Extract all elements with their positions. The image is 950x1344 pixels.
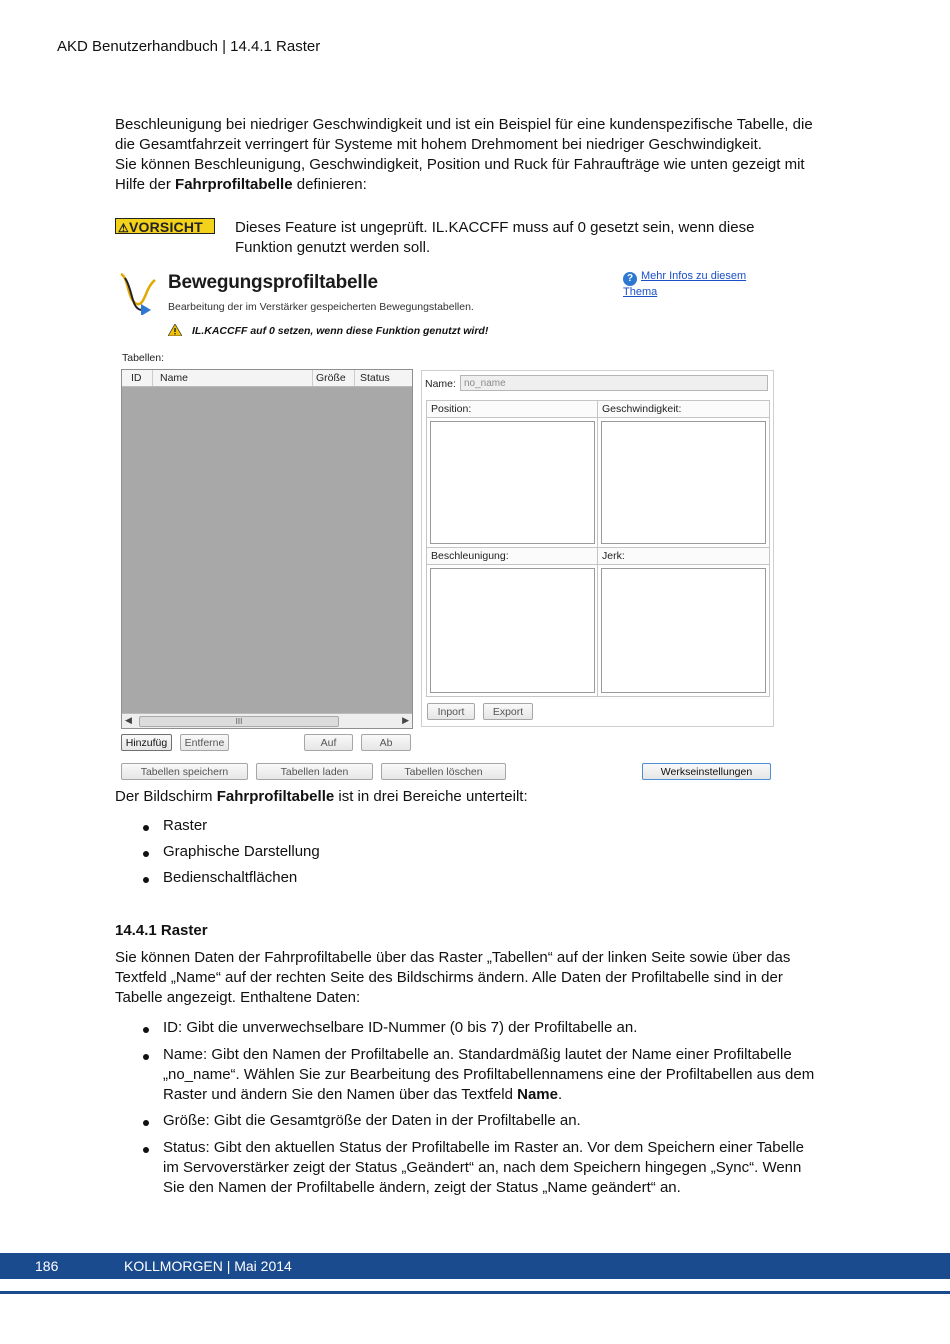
text-run: definieren:: [292, 176, 367, 193]
jerk-graph: [597, 547, 770, 697]
column-header-id[interactable]: ID: [131, 372, 142, 384]
footer-rule: [0, 1291, 950, 1294]
name-label: Name:: [425, 378, 456, 390]
bullet-icon: [143, 1027, 149, 1033]
screen-subtitle: Bearbeitung der im Verstärker gespeicherten Bewegungstabellen.: [168, 301, 474, 313]
factory-defaults-button[interactable]: Werkseinstellungen: [642, 763, 771, 780]
screen-title: Bewegungsprofiltabelle: [168, 272, 378, 293]
intro-line: die Gesamtfahrzeit verringert für Systeme mit hohem Drehmoment bei niedriger Geschwindigkeit.: [115, 136, 762, 153]
text-run: Raster und ändern Sie den Namen über das Textfeld: [163, 1086, 518, 1103]
list-item-name: [163, 1045, 833, 1105]
bullet-icon: [143, 1120, 149, 1126]
caution-text: [235, 218, 825, 258]
graph-label: Jerk:: [598, 548, 769, 565]
list-line: [163, 1085, 833, 1105]
caution-badge: [115, 218, 215, 234]
paragraph-line: Textfeld „Name“ auf der rechten Seite des Bildschirms ändern. Alle Daten der Profiltabelle sind in der: [115, 969, 783, 986]
section-heading: 14.4.1 Raster: [115, 922, 208, 939]
list-item-status: [163, 1138, 833, 1198]
add-button[interactable]: Hinzufüg: [121, 734, 172, 751]
bullet-icon: [143, 851, 149, 857]
paragraph-line: Sie können Daten der Fahrprofiltabelle über das Raster „Tabellen“ auf der linken Seite sowie über das: [115, 949, 791, 966]
bullet-icon: [143, 825, 149, 831]
footer-bar: [0, 1253, 950, 1279]
paragraph-line: Tabelle angezeigt. Enthaltene Daten:: [115, 989, 361, 1006]
screen-warning: [168, 324, 488, 337]
remove-button[interactable]: Entferne: [180, 734, 229, 751]
warning-triangle-icon: [168, 324, 182, 336]
screen-warning-text: IL.KACCFF auf 0 setzen, wenn diese Funktion genutzt wird!: [192, 325, 489, 337]
graph-label: Position:: [427, 401, 598, 418]
intro-paragraph: [115, 115, 845, 195]
scroll-left-icon[interactable]: ◀: [125, 715, 132, 725]
delete-tables-button[interactable]: Tabellen löschen: [381, 763, 506, 780]
grid-header: [122, 370, 412, 387]
footer-text: KOLLMORGEN | Mai 2014: [124, 1258, 292, 1274]
velocity-graph: [597, 400, 770, 548]
text-run: Der Bildschirm: [115, 788, 217, 805]
help-link[interactable]: [623, 270, 780, 298]
text-run: ist in drei Bereiche unterteilt:: [334, 788, 528, 805]
graph-label: Geschwindigkeit:: [598, 401, 769, 418]
section-paragraph: [115, 948, 835, 1008]
list-line: im Servoverstärker zeigt der Status „Geändert“ an, nach dem Speichern hingegen „Sync“. Wenn: [163, 1159, 802, 1176]
column-header-name[interactable]: Name: [160, 372, 189, 384]
term-name: Name: [517, 1086, 558, 1103]
list-line: Sie den Namen der Profiltabelle ändern, zeigt der Status „Name geändert“ an.: [163, 1179, 681, 1196]
graph-plot-area: [430, 421, 595, 544]
graph-plot-area: [601, 568, 766, 693]
screen-description: [115, 787, 528, 807]
name-input[interactable]: no_name: [460, 375, 768, 391]
position-graph: [426, 400, 599, 548]
caution-label: VORSICHT: [128, 219, 203, 235]
down-button[interactable]: Ab: [361, 734, 411, 751]
horizontal-scrollbar[interactable]: [122, 713, 412, 728]
term-fahrprofiltabelle: Fahrprofiltabelle: [216, 788, 335, 805]
tables-grid[interactable]: [121, 369, 413, 729]
load-tables-button[interactable]: Tabellen laden: [256, 763, 373, 780]
list-line: Status: Gibt den aktuellen Status der Profiltabelle im Raster an. Vor dem Speichern einer Tabelle: [163, 1139, 804, 1156]
help-icon: ?: [623, 272, 637, 286]
acceleration-graph: [426, 547, 599, 697]
term-fahrprofiltabelle: Fahrprofiltabelle: [175, 176, 293, 193]
column-header-size[interactable]: Größe: [316, 372, 346, 384]
caution-line: Dieses Feature ist ungeprüft. IL.KACCFF muss auf 0 gesetzt sein, wenn diese: [235, 219, 755, 236]
warning-triangle-icon: ⚠: [118, 221, 129, 235]
profile-curve-logo-icon: [115, 270, 160, 315]
graph-label: Beschleunigung:: [427, 548, 598, 565]
list-item: Graphische Darstellung: [163, 843, 320, 860]
page-number: 186: [35, 1258, 59, 1274]
list-line: Name: Gibt den Namen der Profiltabelle an. Standardmäßig lautet der Name einer Profiltabelle: [163, 1046, 792, 1063]
graph-plot-area: [601, 421, 766, 544]
list-item: Raster: [163, 817, 208, 834]
profile-table-screenshot: [115, 262, 780, 787]
list-item: Bedienschaltflächen: [163, 869, 298, 886]
export-button[interactable]: Export: [483, 703, 533, 720]
caution-line: Funktion genutzt werden soll.: [235, 239, 431, 256]
import-button[interactable]: Inport: [427, 703, 475, 720]
list-item-size: Größe: Gibt die Gesamtgröße der Daten in der Profiltabelle an.: [163, 1112, 581, 1129]
bullet-icon: [143, 1147, 149, 1153]
scroll-thumb[interactable]: III: [139, 716, 339, 727]
help-link-text[interactable]: Mehr Infos zu diesem Thema: [623, 270, 747, 298]
list-item-id: ID: Gibt die unverwechselbare ID-Nummer (0 bis 7) der Profiltabelle an.: [163, 1019, 638, 1036]
list-line: „no_name“. Wählen Sie zur Bearbeitung des Profiltabellennamens eine der Profiltabellen aus dem: [163, 1066, 815, 1083]
up-button[interactable]: Auf: [304, 734, 353, 751]
running-header: AKD Benutzerhandbuch | 14.4.1 Raster: [57, 38, 321, 55]
intro-line: [115, 175, 845, 195]
graph-plot-area: [430, 568, 595, 693]
bullet-icon: [143, 1054, 149, 1060]
intro-line: Sie können Beschleunigung, Geschwindigkeit, Position und Ruck für Fahraufträge wie unten gezeigt mit: [115, 156, 805, 173]
save-tables-button[interactable]: Tabellen speichern: [121, 763, 248, 780]
tables-label: Tabellen:: [122, 352, 165, 364]
text-run: Hilfe der: [115, 176, 176, 193]
text-run: .: [557, 1086, 563, 1103]
intro-line: Beschleunigung bei niedriger Geschwindigkeit und ist ein Beispiel für eine kundenspezifische Tabelle, die: [115, 116, 813, 133]
column-header-status[interactable]: Status: [360, 372, 390, 384]
bullet-icon: [143, 877, 149, 883]
scroll-right-icon[interactable]: ▶: [402, 715, 409, 725]
